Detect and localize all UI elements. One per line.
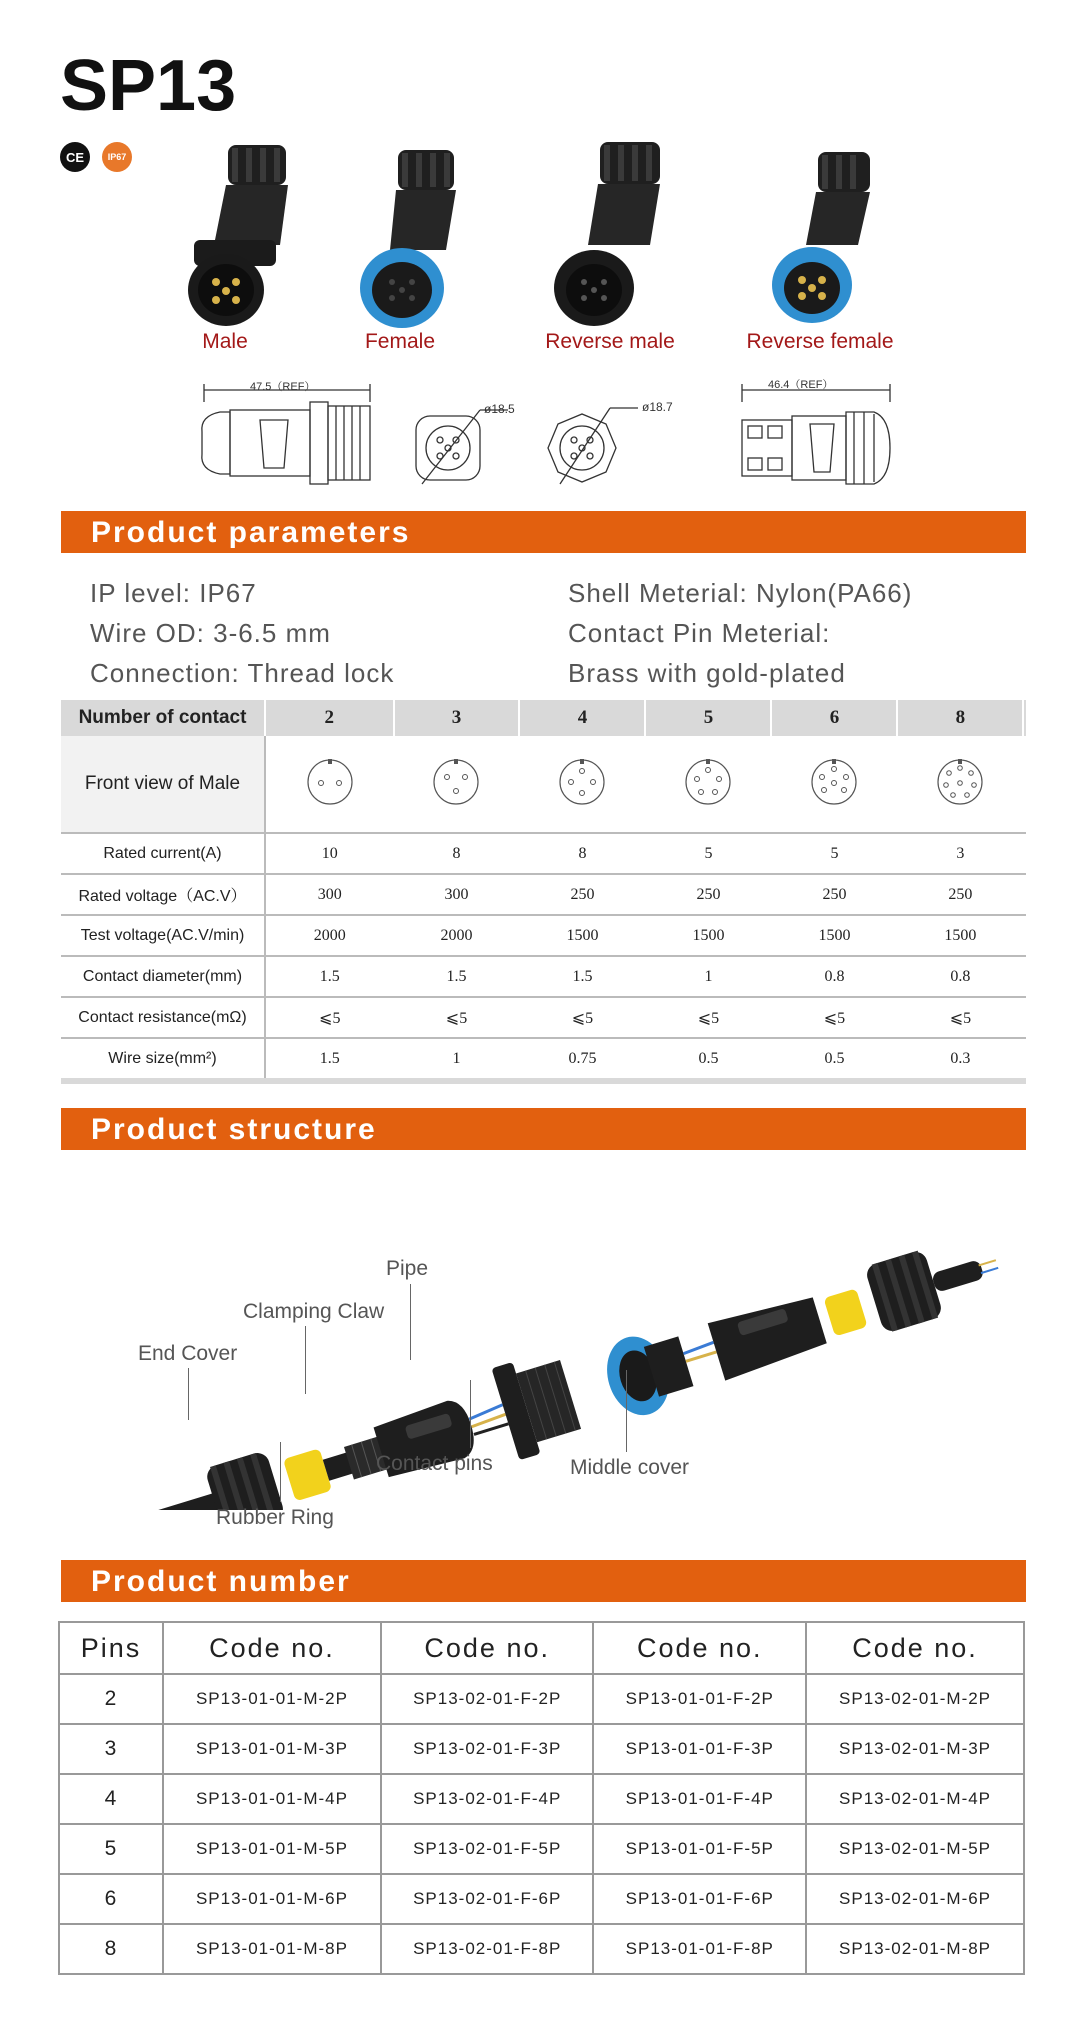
spec-value: 3 bbox=[897, 833, 1023, 874]
spec-value: ⩽5 bbox=[394, 997, 520, 1038]
spec-spacer-cell bbox=[1023, 915, 1026, 956]
code-cell: SP13-02-01-M-2P bbox=[806, 1674, 1024, 1724]
code-cell: SP13-02-01-F-6P bbox=[381, 1874, 594, 1924]
leader-line bbox=[470, 1380, 471, 1448]
pin-count: 2 bbox=[59, 1674, 163, 1724]
spec-value: 5 bbox=[771, 833, 897, 874]
code-cell: SP13-02-01-F-5P bbox=[381, 1824, 594, 1874]
male-connector-image bbox=[188, 145, 288, 326]
spec-value: ⩽5 bbox=[897, 997, 1023, 1038]
table-row bbox=[59, 1674, 1024, 1724]
spec-value: 1 bbox=[394, 1038, 520, 1081]
spec-value: 5 bbox=[645, 833, 771, 874]
spec-row-label: Test voltage(AC.V/min) bbox=[61, 915, 265, 956]
spec-spacer-cell bbox=[1023, 956, 1026, 997]
label-pipe: Pipe bbox=[386, 1257, 429, 1280]
contact-count: 2 bbox=[265, 700, 394, 736]
reverse-male-connector-image bbox=[554, 142, 660, 326]
code-cell: SP13-02-01-M-8P bbox=[806, 1924, 1024, 1974]
spec-value: 1500 bbox=[897, 915, 1023, 956]
ce-badge: CE bbox=[60, 142, 90, 172]
spec-value: 2000 bbox=[265, 915, 394, 956]
spec-value: ⩽5 bbox=[645, 997, 771, 1038]
product-label-reverse-male: Reverse male bbox=[545, 330, 675, 353]
ip67-badge: IP67 bbox=[102, 142, 132, 172]
pin-diagram-3 bbox=[394, 736, 520, 833]
spec-value: 250 bbox=[771, 874, 897, 915]
spec-value: 0.3 bbox=[897, 1038, 1023, 1081]
code-cell: SP13-01-01-M-4P bbox=[163, 1774, 381, 1824]
code-cell: SP13-02-01-M-5P bbox=[806, 1824, 1024, 1874]
spec-value: 8 bbox=[519, 833, 645, 874]
pin-diagram-5 bbox=[645, 736, 771, 833]
section-header-parameters: Product parameters bbox=[61, 511, 1026, 553]
spec-row-test-voltage bbox=[61, 915, 1026, 956]
spec-value: 1.5 bbox=[265, 956, 394, 997]
spec-value: 0.5 bbox=[645, 1038, 771, 1081]
header-code: Code no. bbox=[593, 1622, 806, 1674]
code-cell: SP13-01-01-M-5P bbox=[163, 1824, 381, 1874]
spec-value: 8 bbox=[394, 833, 520, 874]
page-title: SP13 bbox=[60, 46, 237, 126]
spec-value: 250 bbox=[645, 874, 771, 915]
code-cell: SP13-01-01-F-6P bbox=[593, 1874, 806, 1924]
code-cell: SP13-02-01-F-8P bbox=[381, 1924, 594, 1974]
pin-count: 6 bbox=[59, 1874, 163, 1924]
spec-spacer-cell bbox=[1023, 997, 1026, 1038]
leader-line bbox=[626, 1370, 627, 1452]
spec-spacer-cell bbox=[1023, 1038, 1026, 1081]
exploded-view-image bbox=[100, 1210, 1020, 1510]
param-ip-level: IP level: IP67 bbox=[90, 578, 257, 608]
spec-value: 250 bbox=[519, 874, 645, 915]
product-label-female: Female bbox=[364, 330, 436, 353]
spec-row-rated-voltage bbox=[61, 874, 1026, 915]
code-cell: SP13-01-01-M-8P bbox=[163, 1924, 381, 1974]
product-label-reverse-female: Reverse female bbox=[746, 330, 894, 353]
spec-value: ⩽5 bbox=[265, 997, 394, 1038]
dimension-left-length: 47.5（REF） bbox=[250, 381, 316, 393]
contact-count: 8 bbox=[897, 700, 1023, 736]
header-pins: Pins bbox=[59, 1622, 163, 1674]
code-cell: SP13-02-01-F-2P bbox=[381, 1674, 594, 1724]
label-contact-pins: Contact pins bbox=[376, 1452, 493, 1475]
spec-row-label: Contact diameter(mm) bbox=[61, 956, 265, 997]
table-row bbox=[59, 1724, 1024, 1774]
code-cell: SP13-02-01-F-3P bbox=[381, 1724, 594, 1774]
leader-line bbox=[188, 1368, 189, 1420]
contact-count: 3 bbox=[394, 700, 520, 736]
spec-spacer-cell bbox=[1023, 736, 1026, 833]
pin-diagram-8 bbox=[897, 736, 1023, 833]
spec-value: 250 bbox=[897, 874, 1023, 915]
pin-diagram-2 bbox=[265, 736, 394, 833]
spec-value: 1500 bbox=[645, 915, 771, 956]
contact-count: 4 bbox=[519, 700, 645, 736]
product-label-male: Male bbox=[202, 330, 248, 353]
pin-count: 8 bbox=[59, 1924, 163, 1974]
contact-count: 5 bbox=[645, 700, 771, 736]
spec-spacer-cell bbox=[1023, 833, 1026, 874]
table-row bbox=[59, 1874, 1024, 1924]
code-cell: SP13-01-01-M-2P bbox=[163, 1674, 381, 1724]
label-middle-cover: Middle cover bbox=[570, 1456, 690, 1479]
pin-diagram-4 bbox=[519, 736, 645, 833]
table-row bbox=[59, 1824, 1024, 1874]
pin-diagram-6 bbox=[771, 736, 897, 833]
spec-value: 0.8 bbox=[771, 956, 897, 997]
spec-value: 300 bbox=[265, 874, 394, 915]
spec-row-contact-diameter bbox=[61, 956, 1026, 997]
pin-count: 3 bbox=[59, 1724, 163, 1774]
header-code: Code no. bbox=[163, 1622, 381, 1674]
label-rubber-ring: Rubber Ring bbox=[216, 1506, 334, 1529]
dimension-left-diameter: ø18.5 bbox=[484, 402, 515, 416]
code-cell: SP13-01-01-F-3P bbox=[593, 1724, 806, 1774]
product-number-table bbox=[58, 1621, 1025, 1975]
spec-value: 1.5 bbox=[394, 956, 520, 997]
leader-line bbox=[305, 1326, 306, 1394]
spec-header-label: Number of contact bbox=[61, 700, 265, 736]
spec-table bbox=[61, 700, 1026, 1084]
spec-value: 10 bbox=[265, 833, 394, 874]
table-row bbox=[59, 1774, 1024, 1824]
code-cell: SP13-01-01-F-5P bbox=[593, 1824, 806, 1874]
female-connector-image bbox=[360, 150, 456, 328]
code-cell: SP13-02-01-M-3P bbox=[806, 1724, 1024, 1774]
spec-row-label: Contact resistance(mΩ) bbox=[61, 997, 265, 1038]
spec-value: 1.5 bbox=[265, 1038, 394, 1081]
header-code: Code no. bbox=[806, 1622, 1024, 1674]
code-cell: SP13-02-01-M-6P bbox=[806, 1874, 1024, 1924]
dimension-right-length: 46.4（REF） bbox=[768, 379, 834, 391]
spec-value: 1500 bbox=[519, 915, 645, 956]
header-code: Code no. bbox=[381, 1622, 594, 1674]
spec-row-rated-current bbox=[61, 833, 1026, 874]
spec-row-label: Wire size(mm²) bbox=[61, 1038, 265, 1081]
section-header-number: Product number bbox=[61, 1560, 1026, 1602]
section-header-structure: Product structure bbox=[61, 1108, 1026, 1150]
code-cell: SP13-02-01-F-4P bbox=[381, 1774, 594, 1824]
spec-row-wire-size bbox=[61, 1038, 1026, 1081]
contact-count: 6 bbox=[771, 700, 897, 736]
code-cell: SP13-01-01-F-2P bbox=[593, 1674, 806, 1724]
param-contact-pin-material-value: Brass with gold-plated bbox=[568, 658, 846, 688]
spec-header-spacer bbox=[1023, 700, 1026, 736]
spec-value: 0.8 bbox=[897, 956, 1023, 997]
code-cell: SP13-01-01-M-6P bbox=[163, 1874, 381, 1924]
param-shell-material: Shell Meterial: Nylon(PA66) bbox=[568, 578, 913, 608]
label-clamping-claw: Clamping Claw bbox=[243, 1300, 385, 1323]
code-cell: SP13-01-01-F-4P bbox=[593, 1774, 806, 1824]
spec-value: ⩽5 bbox=[519, 997, 645, 1038]
reverse-female-connector-image bbox=[772, 152, 870, 323]
label-end-cover: End Cover bbox=[138, 1342, 238, 1365]
code-cell: SP13-01-01-M-3P bbox=[163, 1724, 381, 1774]
spec-row-contact-resistance bbox=[61, 997, 1026, 1038]
product-number-header-row bbox=[59, 1622, 1024, 1674]
param-connection: Connection: Thread lock bbox=[90, 658, 395, 688]
connector-images bbox=[180, 140, 970, 330]
spec-spacer-cell bbox=[1023, 874, 1026, 915]
spec-value: 1500 bbox=[771, 915, 897, 956]
leader-line bbox=[280, 1442, 281, 1502]
dimension-right-diameter: ø18.7 bbox=[642, 400, 673, 414]
spec-value: 0.75 bbox=[519, 1038, 645, 1081]
code-cell: SP13-01-01-F-8P bbox=[593, 1924, 806, 1974]
spec-value: 1.5 bbox=[519, 956, 645, 997]
spec-row-label: Rated voltage（AC.V） bbox=[61, 874, 265, 915]
spec-value: 300 bbox=[394, 874, 520, 915]
front-view-row bbox=[61, 736, 1026, 833]
table-row bbox=[59, 1924, 1024, 1974]
spec-value: 0.5 bbox=[771, 1038, 897, 1081]
pin-count: 5 bbox=[59, 1824, 163, 1874]
param-wire-od: Wire OD: 3-6.5 mm bbox=[90, 618, 331, 648]
pin-count: 4 bbox=[59, 1774, 163, 1824]
code-cell: SP13-02-01-M-4P bbox=[806, 1774, 1024, 1824]
spec-value: 1 bbox=[645, 956, 771, 997]
spec-value: 2000 bbox=[394, 915, 520, 956]
spec-value: ⩽5 bbox=[771, 997, 897, 1038]
spec-header-row bbox=[61, 700, 1026, 736]
front-view-label: Front view of Male bbox=[61, 736, 265, 833]
param-contact-pin-material: Contact Pin Meterial: bbox=[568, 618, 831, 648]
spec-row-label: Rated current(A) bbox=[61, 833, 265, 874]
leader-line bbox=[410, 1284, 411, 1360]
